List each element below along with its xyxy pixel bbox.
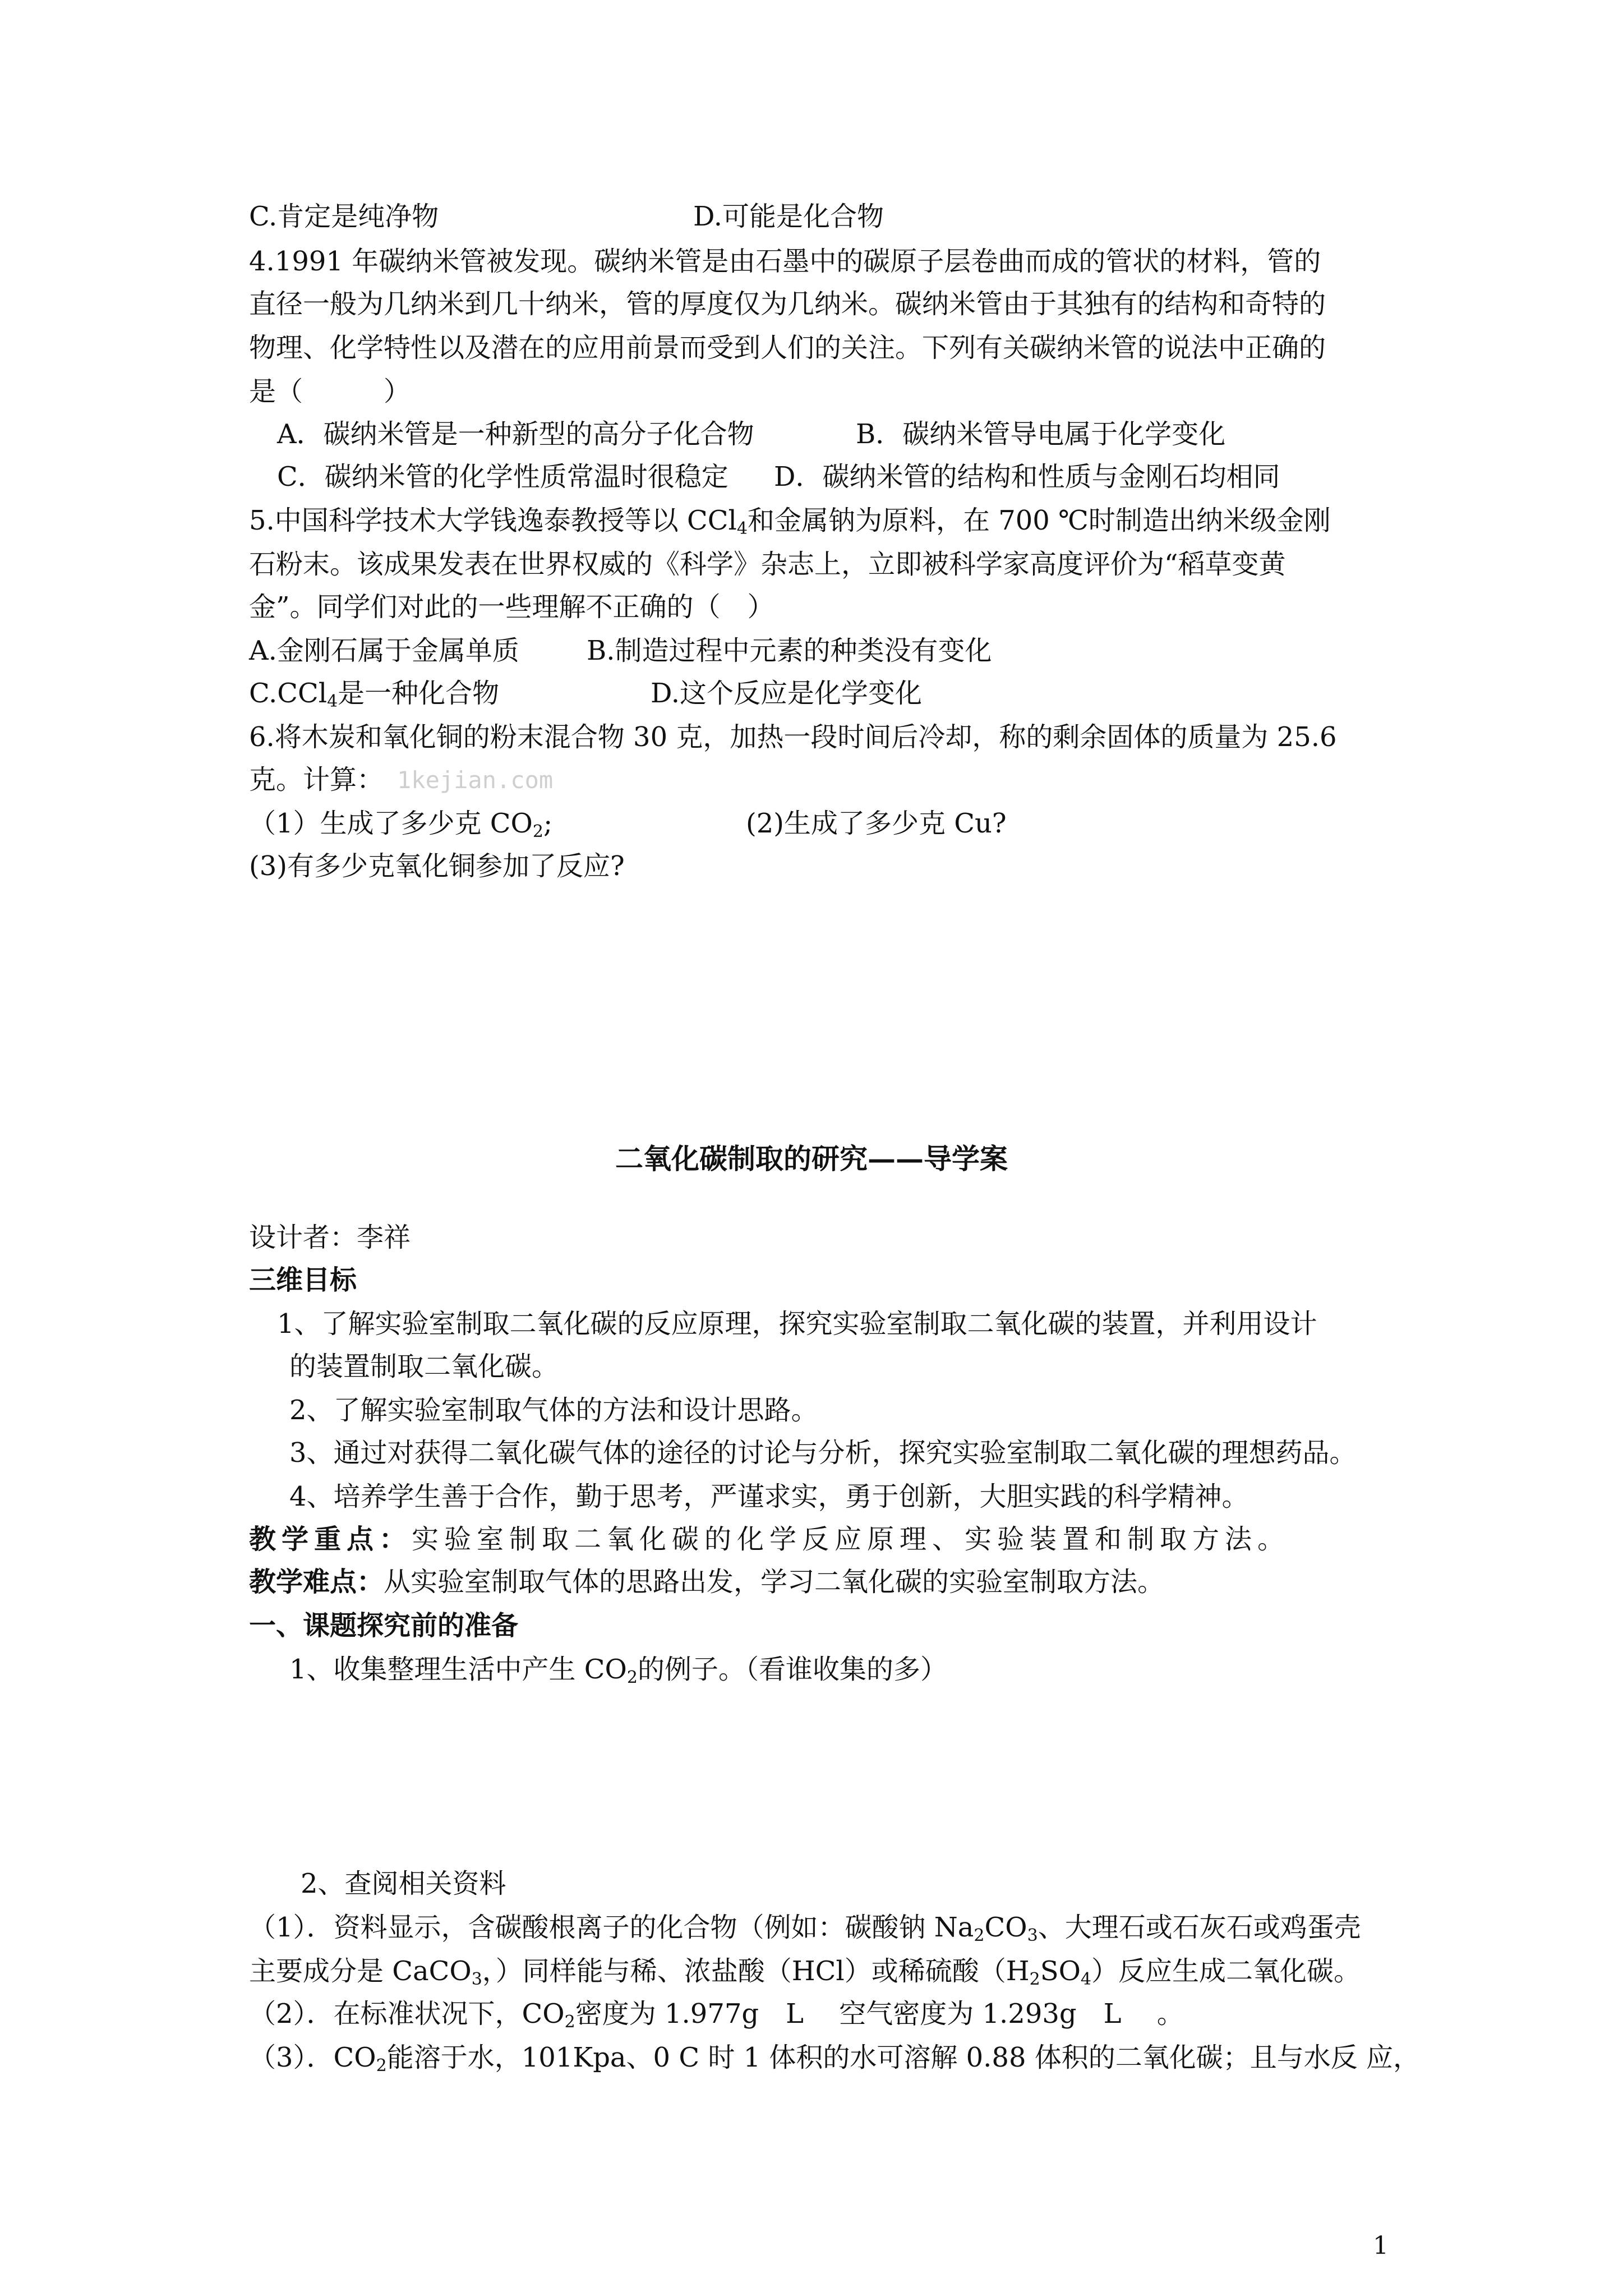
q5-line-3: 金”。同学们对此的一些理解不正确的（ ）: [249, 591, 774, 623]
section-1-item-1: 1、收集整理生活中产生 $CO_2$的例子。（看谁收集的多）: [289, 1654, 947, 1687]
teaching-focus: 教学重点：实验室制取二氧化碳的化学反应原理、实验装置和制取方法。: [249, 1524, 1290, 1555]
reference-1-line-1: （1）．资料显示，含碳酸根离子的化合物（例如：碳酸钠 $Na_2CO_3$、大理石或石灰石或鸡蛋壳: [249, 1912, 1361, 1945]
goal-1-line-1: 1、了解实验室制取二氧化碳的反应原理，探究实验室制取二氧化碳的装置，并利用设计: [277, 1308, 1317, 1340]
goal-3: 3、通过对获得二氧化碳气体的途径的讨论与分析，探究实验室制取二氧化碳的理想药品。: [289, 1437, 1357, 1469]
q6-part-1: （1）生成了多少克 $CO_2$;: [249, 808, 553, 841]
q6-part-2: (2)生成了多少克 Cu?: [746, 808, 1007, 839]
page-number: 1: [1373, 2231, 1389, 2260]
q3-option-d: D.可能是化合物: [693, 201, 884, 232]
q4-line-3: 物理、化学特性以及潜在的应用前景而受到人们的关注。下列有关碳纳米管的说法中正确的: [249, 332, 1326, 364]
reference-3: （3）．$CO_2$能溶于水，101Kpa、0 C 时 1 体积的水可溶解 0.88 体积的二氧化碳；且与水反 应，: [249, 2042, 1421, 2076]
q5-option-c: C.CCl$_4$是一种化合物: [249, 678, 500, 711]
q4-option-b: B．碳纳米管导电属于化学变化: [856, 418, 1226, 450]
q6-part-3: (3)有多少克氧化铜参加了反应?: [249, 850, 625, 882]
q5-line-1: 5.中国科学技术大学钱逸泰教授等以 CCl$_4$和金属钠为原料，在 700 ℃时制造出纳米级金刚: [249, 505, 1331, 539]
teaching-difficulty: 教学难点：从实验室制取气体的思路出发，学习二氧化碳的实验室制取方法。: [249, 1566, 1165, 1598]
goals-heading: 三维目标: [249, 1264, 357, 1296]
goal-4: 4、培养学生善于合作，勤于思考，严谨求实，勇于创新，大胆实践的科学精神。: [289, 1481, 1249, 1512]
reference-1-line-2: 主要成分是 CaCO$_3$，）同样能与稀、浓盐酸（HCl）或稀硫酸$(H_2SO_4)$反应生成二氧化碳。: [249, 1955, 1361, 1989]
q5-option-b: B.制造过程中元素的种类没有变化: [587, 635, 992, 666]
reference-2: （2）．在标准状况下，$CO_2$密度为 1.977g L 空气密度为 1.293g L 。: [249, 1998, 1184, 2032]
q4-option-d: D．碳纳米管的结构和性质与金刚石均相同: [774, 461, 1280, 493]
q5-option-d: D.这个反应是化学变化: [651, 678, 923, 709]
q6-line-2: 克。计算：: [249, 764, 384, 795]
q4-option-c: C．碳纳米管的化学性质常温时很稳定: [277, 461, 728, 493]
page-title: 二氧化碳制取的研究——导学案: [615, 1142, 1008, 1175]
goal-2: 2、了解实验室制取气体的方法和设计思路。: [289, 1395, 818, 1426]
goal-1-line-2: 的装置制取二氧化碳。: [289, 1351, 559, 1382]
section-1-heading: 一、课题探究前的准备: [249, 1610, 519, 1641]
q4-line-2: 直径一般为几纳米到几十纳米，管的厚度仅为几纳米。碳纳米管由于其独有的结构和奇特的: [249, 288, 1326, 320]
designer: 设计者：李祥: [249, 1222, 411, 1253]
q6-line-1: 6.将木炭和氧化铜的粉末混合物 30 克，加热一段时间后冷却，称的剩余固体的质量为 25.6: [249, 721, 1337, 753]
q5-line-2: 石粉末。该成果发表在世界权威的《科学》杂志上，立即被科学家高度评价为“稻草变黄: [249, 549, 1286, 580]
q5-option-a: A.金刚石属于金属单质: [249, 635, 519, 666]
watermark: 1kejian.com: [397, 766, 554, 794]
q4-line-1: 4.1991 年碳纳米管被发现。碳纳米管是由石墨中的碳原子层卷曲而成的管状的材料，管的: [249, 246, 1321, 277]
q4-option-a: A．碳纳米管是一种新型的高分子化合物: [277, 418, 754, 450]
section-1-item-2: 2、查阅相关资料: [301, 1868, 506, 1899]
q3-option-c: C.肯定是纯净物: [249, 201, 439, 232]
q4-line-4: 是（ ）: [249, 376, 411, 407]
